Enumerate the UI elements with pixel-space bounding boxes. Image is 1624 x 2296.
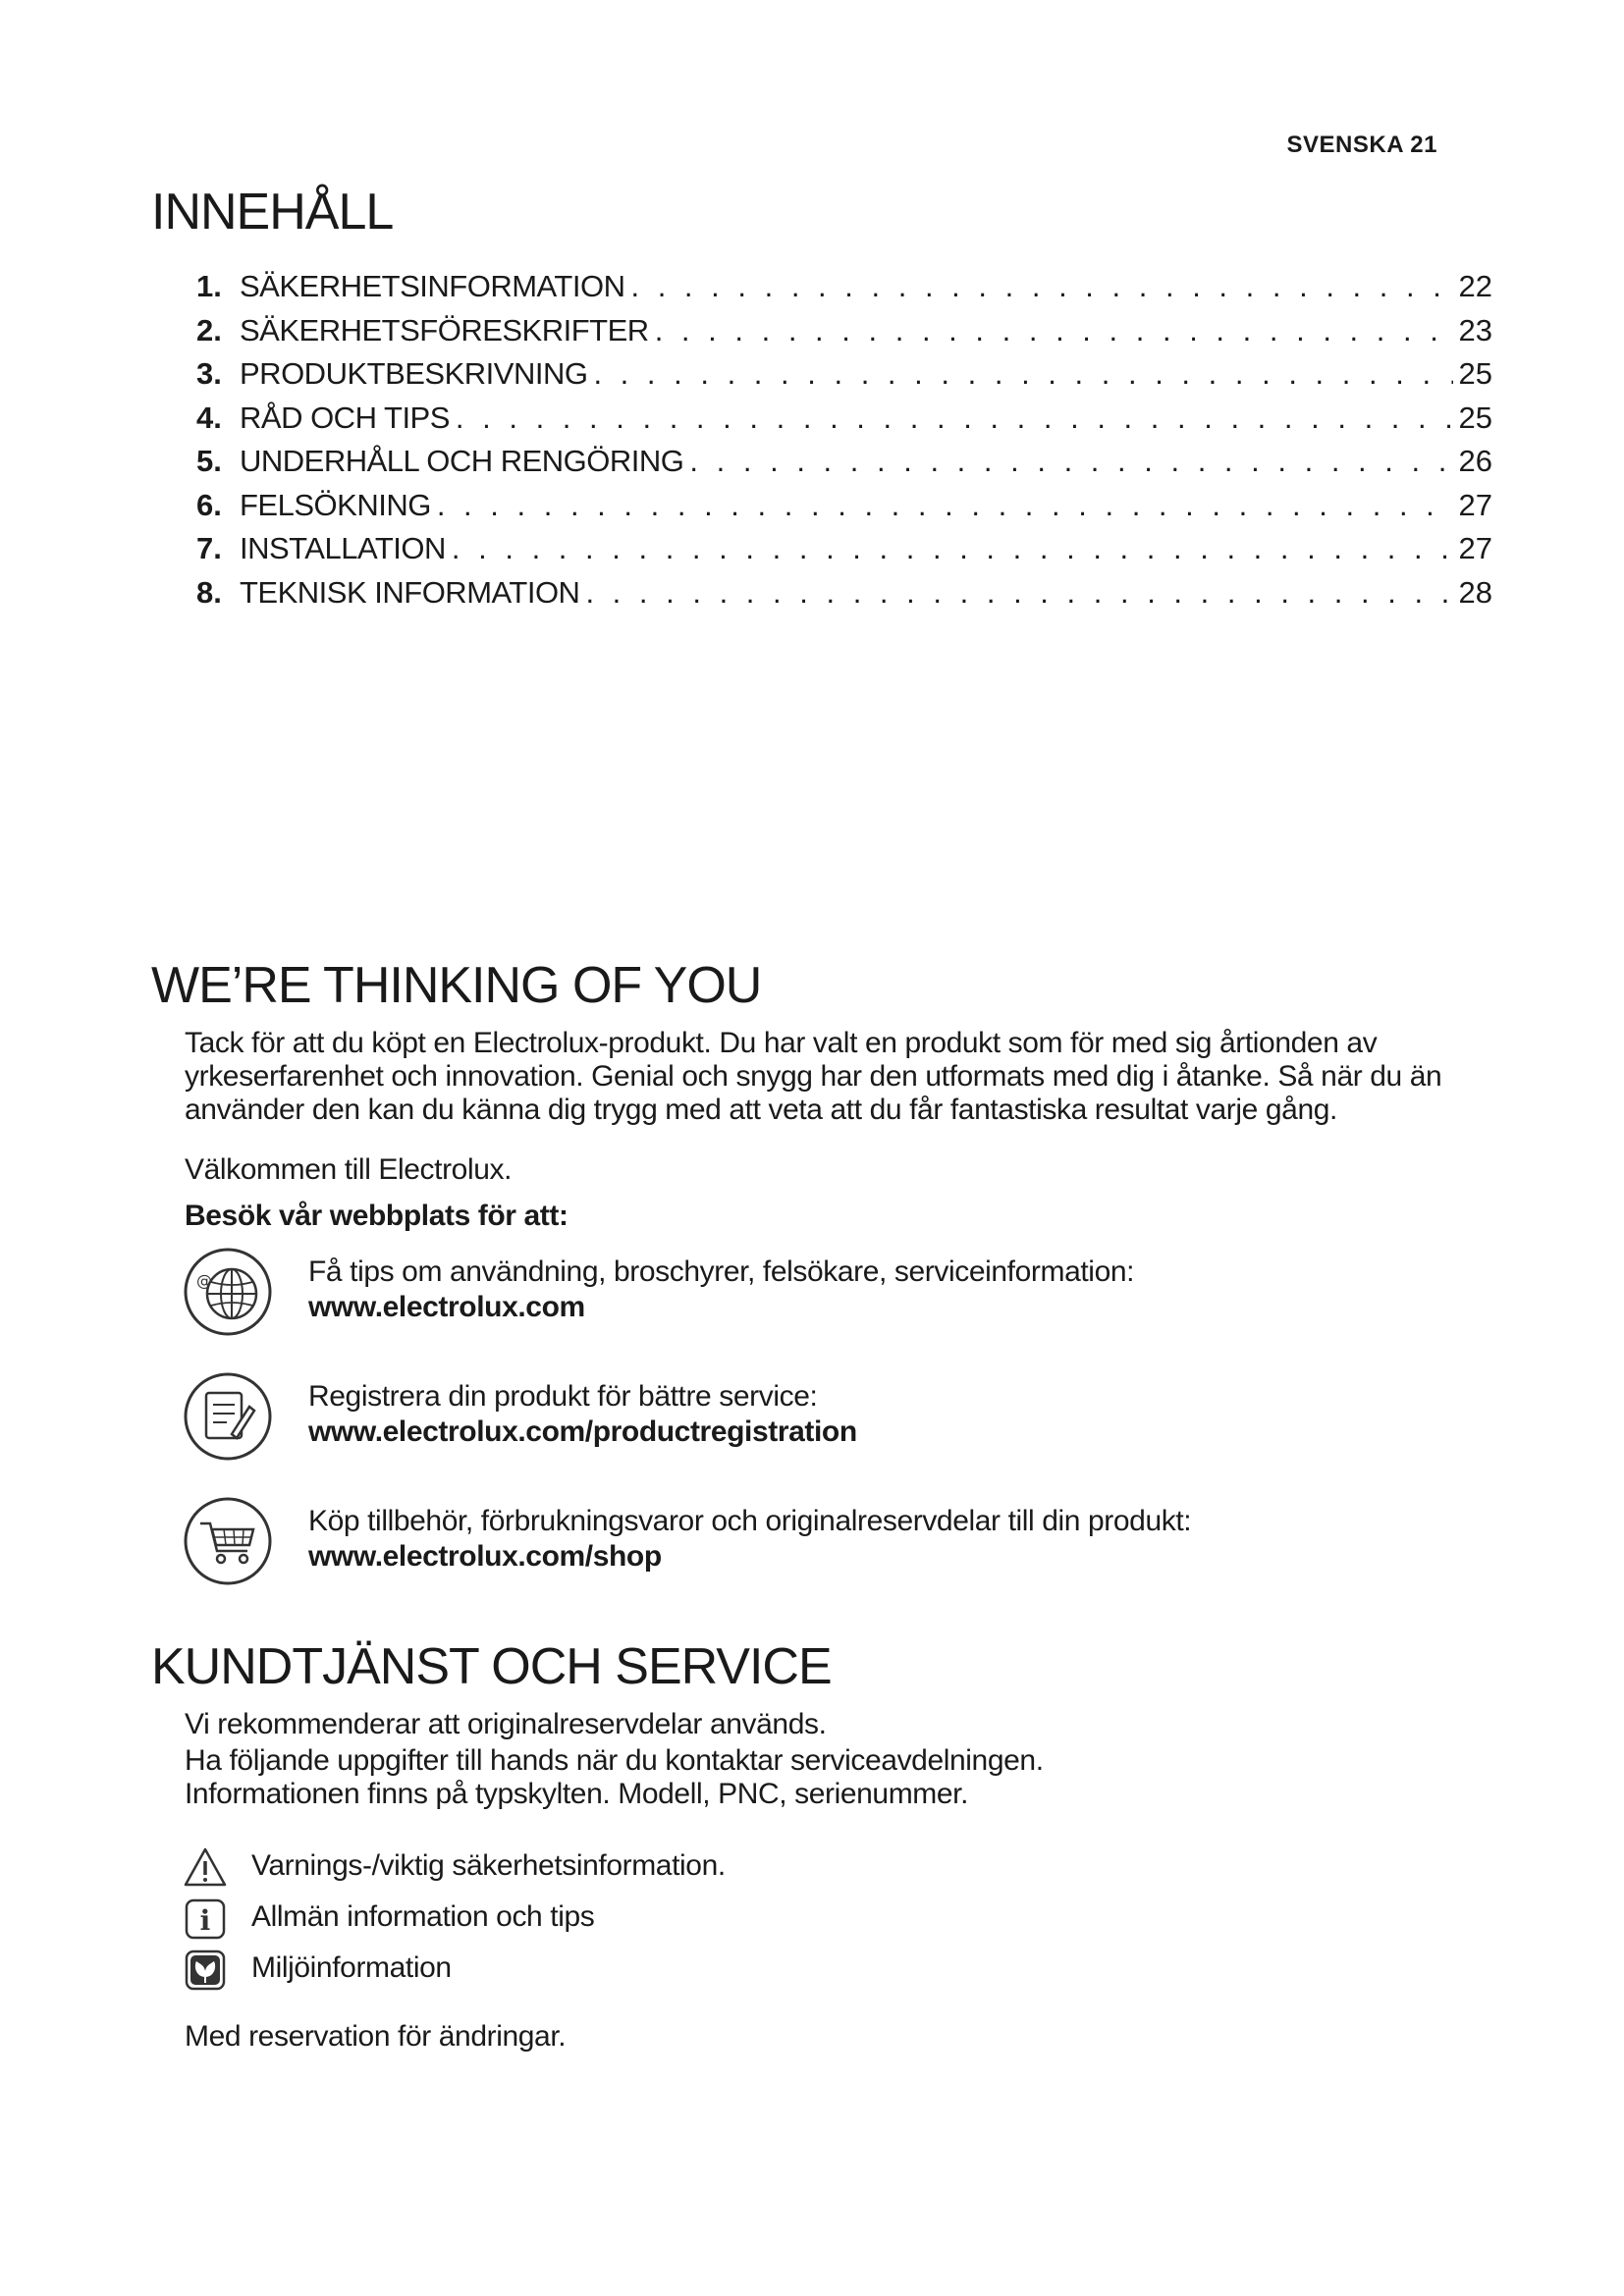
toc-entry-number: 5.: [196, 444, 222, 478]
svg-text:@: @: [196, 1271, 212, 1290]
disclaimer-text: Med reservation för ändringar.: [185, 2020, 567, 2053]
toc-entry-number: 3.: [196, 356, 222, 391]
toc-entry-page: 25: [1458, 356, 1492, 391]
warning-icon: [183, 1845, 228, 1891]
environment-icon: [183, 1948, 228, 1993]
thinking-title: WE’RE THINKING OF YOU: [151, 957, 762, 1014]
toc-leader-dots: [450, 397, 1453, 441]
visit-heading: Besök vår webbplats för att:: [185, 1200, 568, 1232]
toc-entry-page: 26: [1458, 444, 1492, 478]
shop-url-link[interactable]: www.electrolux.com/shop: [308, 1540, 662, 1573]
service-line-2: Ha följande uppgifter till hands när du kontaktar serviceavdelningen.: [185, 1744, 1044, 1777]
toc-entry[interactable]: [196, 265, 1492, 309]
toc-entry[interactable]: [196, 440, 1492, 484]
toc-entry-number: 7.: [196, 531, 222, 565]
toc-title: INNEHÅLL: [151, 184, 394, 240]
toc-entry[interactable]: [196, 571, 1492, 615]
legend-environment-text: Miljöinformation: [251, 1951, 452, 1984]
toc-entry-title: SÄKERHETSFÖRESKRIFTER: [240, 312, 649, 347]
service-title: KUNDTJÄNST OCH SERVICE: [151, 1638, 832, 1695]
shop-link-description: Köp tillbehör, förbrukningsvaror och originalreservdelar till din produkt:: [308, 1505, 1192, 1537]
toc-entry-title: PRODUKTBESKRIVNING: [240, 356, 588, 391]
toc-entry[interactable]: [196, 484, 1492, 528]
toc-leader-dots: [649, 309, 1453, 353]
registration-link-row: [183, 1371, 1459, 1469]
toc-entry-number: 6.: [196, 487, 222, 522]
toc-entry-page: 25: [1458, 400, 1492, 435]
shop-link-text: [308, 1504, 1191, 1575]
toc-entry[interactable]: [196, 527, 1492, 571]
toc-entry-page: 27: [1458, 531, 1492, 565]
toc-entry[interactable]: [196, 352, 1492, 397]
toc-entry-page: 27: [1458, 487, 1492, 522]
toc-entry-number: 4.: [196, 400, 222, 435]
globe-icon: [183, 1247, 273, 1337]
toc-entry[interactable]: [196, 397, 1492, 441]
registration-link-description: Registrera din produkt för bättre service:: [308, 1380, 818, 1413]
toc-leader-dots: [683, 440, 1453, 484]
toc-entry-title: RÅD OCH TIPS: [240, 400, 450, 435]
welcome-text: Välkommen till Electrolux.: [185, 1153, 513, 1186]
toc-leader-dots: [587, 352, 1453, 397]
registration-link-text: [308, 1379, 857, 1450]
svg-text:i: i: [199, 1904, 211, 1937]
shop-link-row: [183, 1496, 1459, 1594]
toc-entry-number: 8.: [196, 574, 222, 610]
legend-info-text: Allmän information och tips: [251, 1900, 595, 1933]
info-icon: [183, 1896, 228, 1942]
toc-entry-page: 28: [1458, 574, 1492, 610]
toc-leader-dots: [579, 571, 1453, 615]
toc-entry-page: 22: [1458, 269, 1492, 303]
toc-entry[interactable]: [196, 309, 1492, 353]
legend-warning-text: Varnings-/viktig säkerhetsinformation.: [251, 1849, 726, 1882]
website-link-row: [183, 1247, 1459, 1345]
toc-leader-dots: [431, 484, 1453, 528]
thinking-intro: Tack för att du köpt en Electrolux-produkt. Du har valt en produkt som för med sig årtionden av yrkeserfarenhet och innovation. Genial och snygg har den utformats med dig i åtanke. Så när du än använder den kan du känna dig trygg med att veta att du får fantastiska resultat varje gång.: [185, 1027, 1442, 1126]
toc-entry-title: FELSÖKNING: [240, 487, 431, 522]
service-line-1: Vi rekommenderar att originalreservdelar används.: [185, 1708, 827, 1740]
table-of-contents: [196, 265, 1492, 614]
toc-leader-dots: [624, 265, 1453, 309]
registration-url-link[interactable]: www.electrolux.com/productregistration: [308, 1415, 857, 1448]
toc-entry-title: INSTALLATION: [240, 531, 446, 565]
registration-icon: [183, 1371, 273, 1462]
toc-entry-page: 23: [1458, 312, 1492, 347]
toc-entry-title: UNDERHÅLL OCH RENGÖRING: [240, 444, 684, 478]
toc-entry-title: SÄKERHETSINFORMATION: [240, 269, 625, 303]
website-link-text: [308, 1255, 1134, 1325]
website-url-link[interactable]: www.electrolux.com: [308, 1291, 585, 1323]
toc-entry-title: TEKNISK INFORMATION: [240, 574, 580, 610]
toc-entry-number: 2.: [196, 312, 222, 347]
page-header-language: SVENSKA 21: [1286, 132, 1437, 158]
toc-leader-dots: [446, 527, 1453, 571]
toc-entry-number: 1.: [196, 269, 222, 303]
service-line-3: Informationen finns på typskylten. Modell, PNC, serienummer.: [185, 1778, 969, 1810]
website-link-description: Få tips om användning, broschyrer, felsökare, serviceinformation:: [308, 1255, 1135, 1288]
shopping-cart-icon: [183, 1496, 273, 1586]
